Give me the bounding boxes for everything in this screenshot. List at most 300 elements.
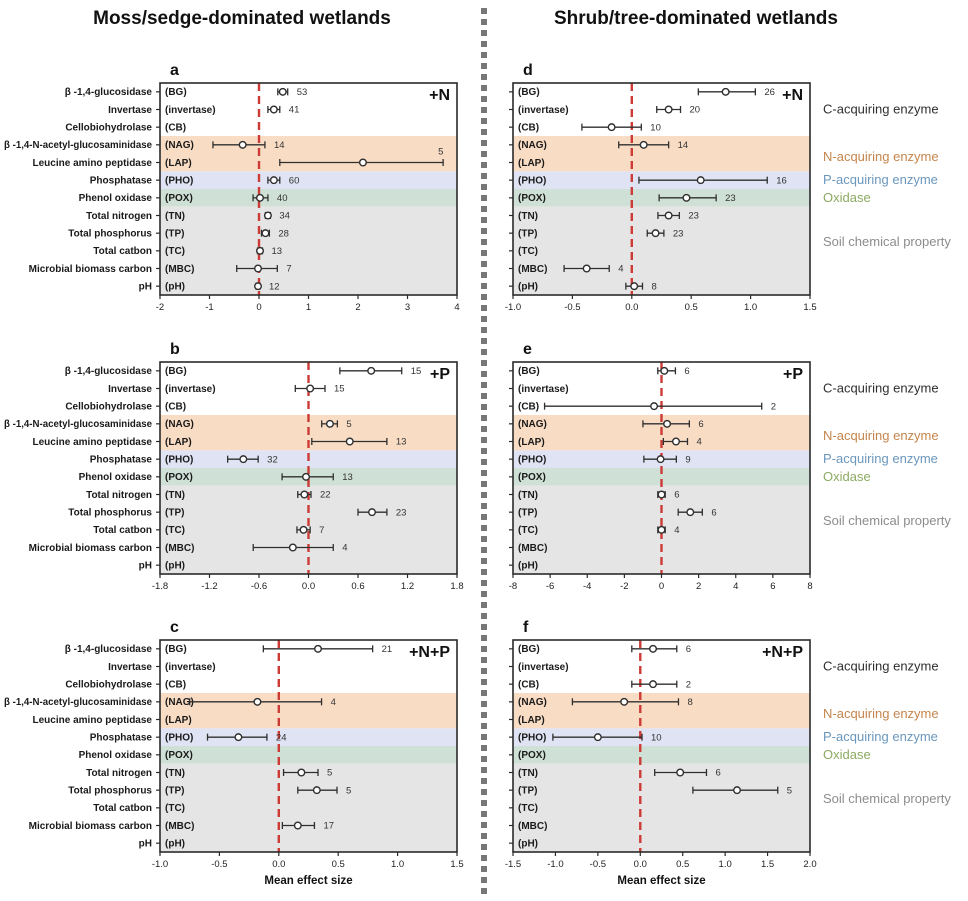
mean-marker <box>239 142 246 149</box>
right-column-title: Shrub/tree-dominated wetlands <box>554 8 838 29</box>
sample-size-label: 60 <box>288 175 300 187</box>
x-tick-label: -1 <box>205 302 214 313</box>
mean-marker <box>368 368 375 375</box>
abbr-label: (CB) <box>165 679 187 691</box>
abbr-label: (PHO) <box>165 175 194 187</box>
sample-size-label: 15 <box>334 383 345 395</box>
x-tick-label: 1.8 <box>450 581 464 592</box>
abbr-label: (NAG) <box>165 697 194 709</box>
sample-size-label: 4 <box>674 525 680 537</box>
x-tick-label: -8 <box>508 581 518 592</box>
panel-c <box>4 619 464 887</box>
x-tick-label: -6 <box>545 581 555 592</box>
category-label: C-acquiring enzyme <box>823 658 939 674</box>
abbr-label: (TC) <box>165 246 185 258</box>
row-label: Cellobiohydrolase <box>65 401 152 413</box>
treatment-label: +P <box>429 366 450 383</box>
x-tick-label: 1.5 <box>450 859 464 870</box>
panel-letter: d <box>523 62 533 79</box>
mean-marker <box>665 212 672 219</box>
abbr-label: (TN) <box>518 210 538 222</box>
treatment-label: +N <box>782 87 803 104</box>
category-label: P-acquiring enzyme <box>823 172 938 188</box>
sample-size-label: 23 <box>688 210 699 222</box>
mean-marker <box>583 265 590 272</box>
mean-marker <box>661 368 668 375</box>
treatment-label: +N+P <box>409 644 450 661</box>
abbr-label: (PHO) <box>165 732 194 744</box>
row-label: Total nitrogen <box>86 489 152 501</box>
sample-size-label: 8 <box>687 697 693 709</box>
abbr-label: (pH) <box>165 560 185 572</box>
row-band <box>160 728 457 746</box>
row-label: Total catbon <box>93 525 152 537</box>
abbr-label: (CB) <box>165 401 187 413</box>
treatment-label: +N+P <box>762 644 803 661</box>
sample-size-label: 53 <box>296 87 308 99</box>
mean-marker <box>595 734 602 741</box>
mean-marker <box>650 646 657 653</box>
x-tick-label: -1.0 <box>504 302 522 313</box>
mean-marker <box>307 385 314 392</box>
abbr-label: (NAG) <box>165 140 194 152</box>
abbr-label: (TP) <box>165 228 185 240</box>
abbr-label: (TN) <box>165 767 185 779</box>
row-band <box>160 189 457 207</box>
row-label: Total nitrogen <box>86 767 152 779</box>
abbr-label: (MBC) <box>165 263 195 275</box>
x-tick-label: -0.5 <box>589 859 607 870</box>
abbr-label: (TP) <box>165 785 185 797</box>
category-label: N-acquiring enzyme <box>823 149 939 165</box>
row-label: Phosphatase <box>89 454 152 466</box>
sample-size-label: 24 <box>275 732 287 744</box>
mean-marker <box>290 544 297 551</box>
row-label: Total phosphorus <box>68 785 152 797</box>
panel-b <box>4 341 464 592</box>
abbr-label: (MBC) <box>165 542 195 554</box>
abbr-label: (POX) <box>165 193 193 205</box>
abbr-label: (LAP) <box>165 714 192 726</box>
mean-marker <box>665 106 672 113</box>
mean-marker <box>608 124 615 131</box>
x-tick-label: 1.2 <box>400 581 415 592</box>
abbr-label: (NAG) <box>518 697 547 709</box>
abbr-label: (MBC) <box>165 820 195 832</box>
category-label: Soil chemical property <box>823 513 951 528</box>
mean-marker <box>346 438 353 445</box>
sample-size-label: 6 <box>698 419 704 431</box>
x-tick-label: -0.6 <box>250 581 268 592</box>
sample-size-label: 23 <box>725 193 736 205</box>
category-label: P-acquiring enzyme <box>823 451 938 467</box>
abbr-label: (CB) <box>165 122 187 134</box>
row-label: Phosphatase <box>89 175 152 187</box>
mean-marker <box>677 769 684 776</box>
abbr-label: (POX) <box>518 193 546 205</box>
abbr-label: (BG) <box>165 644 187 656</box>
mean-marker <box>262 230 269 237</box>
x-tick-label: 0.0 <box>301 581 316 592</box>
category-label: C-acquiring enzyme <box>823 101 939 117</box>
row-label: Leucine amino peptidase <box>32 157 152 169</box>
abbr-label: (invertase) <box>518 104 569 116</box>
abbr-label: (TC) <box>518 246 538 258</box>
x-tick-label: 0.5 <box>331 859 345 870</box>
abbr-label: (pH) <box>165 838 185 850</box>
mean-marker <box>651 403 658 410</box>
row-band <box>160 171 457 189</box>
sample-size-label: 23 <box>395 507 407 519</box>
row-band <box>513 136 810 171</box>
sample-size-label: 6 <box>684 366 690 378</box>
x-tick-label: -1.0 <box>547 859 564 870</box>
mean-marker <box>271 177 278 184</box>
row-label: β -1,4-N-acetyl-glucosaminidase <box>4 697 153 709</box>
abbr-label: (TC) <box>518 803 538 815</box>
mean-marker <box>658 491 665 498</box>
mean-marker <box>657 456 664 463</box>
abbr-label: (TN) <box>165 210 185 222</box>
panel-a <box>4 62 460 313</box>
x-tick-label: -2 <box>155 302 165 313</box>
x-tick-label: -1.2 <box>201 581 218 592</box>
category-label: P-acquiring enzyme <box>823 729 938 745</box>
mean-marker <box>279 89 286 96</box>
sample-size-label: 22 <box>319 489 331 501</box>
abbr-label: (TP) <box>165 507 185 519</box>
x-tick-label: 1.0 <box>718 859 732 870</box>
x-tick-label: 1.0 <box>390 859 405 870</box>
row-label: Total nitrogen <box>86 210 152 222</box>
abbr-label: (PHO) <box>518 732 547 744</box>
x-tick-label: 0 <box>658 581 665 592</box>
x-tick-label: 1.0 <box>743 302 758 313</box>
sample-size-label: 6 <box>685 644 692 656</box>
abbr-label: (LAP) <box>518 714 545 726</box>
row-label: β -1,4-N-acetyl-glucosaminidase <box>4 419 153 431</box>
x-tick-label: 1.5 <box>803 302 817 313</box>
abbr-label: (TN) <box>518 767 538 779</box>
sample-size-label: 4 <box>696 436 702 448</box>
row-label: β -1,4-N-acetyl-glucosaminidase <box>4 140 153 152</box>
sample-size-label: 32 <box>267 454 278 466</box>
category-label: N-acquiring enzyme <box>823 706 939 722</box>
sample-size-label: 9 <box>685 454 691 466</box>
category-label: Soil chemical property <box>823 791 951 806</box>
abbr-label: (MBC) <box>518 263 548 275</box>
x-tick-label: -4 <box>583 581 592 592</box>
row-label: Phenol oxidase <box>78 750 152 762</box>
sample-size-label: 16 <box>776 175 787 187</box>
row-band <box>513 764 810 852</box>
row-label: Microbial biomass carbon <box>28 542 152 554</box>
row-label: Phenol oxidase <box>78 193 152 205</box>
x-tick-label: 2.0 <box>803 859 817 870</box>
sample-size-label: 41 <box>288 104 300 116</box>
mean-marker <box>327 421 334 428</box>
sample-size-label: 6 <box>711 507 717 519</box>
mean-marker <box>673 438 680 445</box>
x-tick-label: -1.0 <box>151 859 169 870</box>
panel-letter: c <box>170 619 179 636</box>
panel-letter: e <box>523 341 532 358</box>
mean-marker <box>295 822 302 829</box>
abbr-label: (CB) <box>518 122 540 134</box>
x-tick-label: 0.0 <box>272 859 286 870</box>
sample-size-label: 13 <box>271 246 283 258</box>
sample-size-label: 34 <box>279 210 290 222</box>
sample-size-label: 5 <box>346 785 352 797</box>
abbr-label: (invertase) <box>518 383 569 395</box>
abbr-label: (CB) <box>518 401 540 413</box>
abbr-label: (pH) <box>518 560 538 572</box>
sample-size-label: 10 <box>650 732 662 744</box>
mean-marker <box>240 456 247 463</box>
mean-marker <box>303 474 310 481</box>
abbr-label: (invertase) <box>165 104 216 116</box>
abbr-label: (POX) <box>165 472 193 484</box>
row-label: β -1,4-glucosidase <box>64 644 152 656</box>
abbr-label: (MBC) <box>518 820 548 832</box>
mean-marker <box>257 248 264 255</box>
row-label: pH <box>138 560 152 572</box>
sample-size-label: 23 <box>672 228 684 240</box>
category-label: C-acquiring enzyme <box>823 380 939 396</box>
abbr-label: (invertase) <box>518 661 569 673</box>
row-band <box>160 207 457 295</box>
row-band <box>160 136 457 171</box>
mean-marker <box>301 491 308 498</box>
abbr-label: (BG) <box>518 87 540 99</box>
panel-letter: a <box>170 62 179 79</box>
sample-size-label: 5 <box>327 767 333 779</box>
sample-size-label: 10 <box>650 122 661 134</box>
panel-letter: f <box>523 619 529 636</box>
x-axis-label: Mean effect size <box>617 875 706 887</box>
panel-d <box>505 62 952 313</box>
sample-size-label: 7 <box>319 525 325 537</box>
sample-size-label: 15 <box>410 366 422 378</box>
x-tick-label: 1 <box>305 302 312 313</box>
sample-size-label: 4 <box>618 263 624 275</box>
row-label: Invertase <box>108 383 152 395</box>
abbr-label: (invertase) <box>165 661 216 673</box>
row-label: Total catbon <box>93 803 152 815</box>
mean-marker <box>315 646 322 653</box>
mean-marker <box>369 509 376 516</box>
mean-marker <box>255 265 262 272</box>
panel-letter: b <box>170 341 180 358</box>
mean-marker <box>298 769 305 776</box>
mean-marker <box>687 509 694 516</box>
abbr-label: (TC) <box>518 525 538 537</box>
abbr-label: (BG) <box>518 366 540 378</box>
sample-size-label: 5 <box>346 419 352 431</box>
mean-marker <box>265 212 272 219</box>
abbr-label: (NAG) <box>518 419 547 431</box>
row-label: Microbial biomass carbon <box>28 263 152 275</box>
x-tick-label: -2 <box>620 581 629 592</box>
sample-size-label: 40 <box>276 193 288 205</box>
row-band <box>160 764 457 852</box>
abbr-label: (TP) <box>518 507 538 519</box>
row-band <box>160 746 457 764</box>
abbr-label: (POX) <box>518 472 546 484</box>
mean-marker <box>722 89 729 96</box>
mean-marker <box>235 734 242 741</box>
category-label: N-acquiring enzyme <box>823 428 939 444</box>
x-tick-label: -0.5 <box>211 859 228 870</box>
sample-size-label: 17 <box>323 820 335 832</box>
x-tick-label: 1.5 <box>760 859 775 870</box>
x-tick-label: 6 <box>770 581 776 592</box>
abbr-label: (PHO) <box>165 454 194 466</box>
row-label: Phenol oxidase <box>78 472 152 484</box>
abbr-label: (LAP) <box>518 436 545 448</box>
category-label: Oxidase <box>823 189 871 205</box>
abbr-label: (BG) <box>165 87 187 99</box>
abbr-label: (POX) <box>165 750 193 762</box>
sample-size-label: 13 <box>342 472 353 484</box>
row-label: Leucine amino peptidase <box>32 436 152 448</box>
x-tick-label: 8 <box>807 581 813 592</box>
sample-size-label: 4 <box>342 542 348 554</box>
x-axis-label: Mean effect size <box>264 875 353 887</box>
abbr-label: (PHO) <box>518 175 547 187</box>
abbr-label: (LAP) <box>165 436 192 448</box>
sample-size-label: 14 <box>677 140 689 152</box>
x-tick-label: 0.0 <box>633 859 647 870</box>
mean-marker <box>650 681 657 688</box>
abbr-label: (TN) <box>518 489 538 501</box>
x-tick-label: 0.0 <box>625 302 639 313</box>
sample-size-label: 2 <box>770 401 777 413</box>
row-band <box>513 693 810 728</box>
sample-size-label: 7 <box>286 263 292 275</box>
sample-size-label: 21 <box>381 644 393 656</box>
abbr-label: (CB) <box>518 679 540 691</box>
x-tick-label: 2 <box>695 581 702 592</box>
panel-e <box>509 341 952 592</box>
mean-marker <box>683 195 690 202</box>
abbr-label: (LAP) <box>165 157 192 169</box>
abbr-label: (pH) <box>165 281 185 293</box>
abbr-label: (TC) <box>165 525 185 537</box>
mean-marker <box>652 230 659 237</box>
sample-size-label: 26 <box>764 87 775 99</box>
sample-size-label: 5 <box>786 785 793 797</box>
row-label: β -1,4-glucosidase <box>64 87 152 99</box>
abbr-label: (BG) <box>165 366 187 378</box>
x-tick-label: 4 <box>454 302 460 313</box>
row-label: Cellobiohydrolase <box>65 122 152 134</box>
mean-marker <box>254 699 261 706</box>
x-tick-label: 0.6 <box>351 581 365 592</box>
x-tick-label: -1.8 <box>151 581 169 592</box>
mean-marker <box>257 195 264 202</box>
row-label: Total phosphorus <box>68 507 152 519</box>
sample-size-label: 6 <box>674 489 680 501</box>
sample-size-label: 6 <box>715 767 721 779</box>
mean-marker <box>697 177 704 184</box>
mean-marker <box>658 527 665 534</box>
mean-marker <box>631 283 638 290</box>
row-label: Microbial biomass carbon <box>28 820 152 832</box>
row-label: Invertase <box>108 661 152 673</box>
abbr-label: (TN) <box>165 489 185 501</box>
mean-marker <box>360 159 367 166</box>
mean-marker <box>664 421 671 428</box>
x-tick-label: 0.5 <box>676 859 690 870</box>
mean-marker <box>255 283 262 290</box>
treatment-label: +N <box>429 87 450 104</box>
mean-marker <box>621 699 628 706</box>
x-tick-label: 0 <box>256 302 262 313</box>
x-tick-label: 0.5 <box>684 302 698 313</box>
abbr-label: (TC) <box>165 803 185 815</box>
abbr-label: (TP) <box>518 785 538 797</box>
x-tick-label: -1.5 <box>504 859 522 870</box>
row-label: Phosphatase <box>89 732 152 744</box>
treatment-label: +P <box>782 366 803 383</box>
x-tick-label: 4 <box>733 581 739 592</box>
row-label: β -1,4-glucosidase <box>64 366 152 378</box>
row-label: pH <box>138 838 152 850</box>
abbr-label: (LAP) <box>518 157 545 169</box>
mean-marker <box>314 787 321 794</box>
category-label: Oxidase <box>823 468 871 484</box>
row-label: Total phosphorus <box>68 228 152 240</box>
mean-marker <box>300 527 307 534</box>
abbr-label: (MBC) <box>518 542 548 554</box>
mean-marker <box>271 106 278 113</box>
abbr-label: (BG) <box>518 644 540 656</box>
sample-size-label: 12 <box>268 281 280 293</box>
sample-size-label: 28 <box>278 228 289 240</box>
row-label: Cellobiohydrolase <box>65 679 152 691</box>
category-label: Soil chemical property <box>823 234 951 249</box>
row-band <box>160 693 457 728</box>
x-tick-label: 3 <box>404 302 411 313</box>
abbr-label: (TP) <box>518 228 538 240</box>
abbr-label: (pH) <box>518 838 538 850</box>
abbr-label: (pH) <box>518 281 538 293</box>
column-separator <box>481 8 487 894</box>
sample-size-label: 5 <box>438 146 444 158</box>
panel-f <box>505 619 952 887</box>
category-label: Oxidase <box>823 746 871 762</box>
sample-size-label: 4 <box>330 697 336 709</box>
abbr-label: (NAG) <box>518 140 547 152</box>
row-band <box>513 207 810 295</box>
mean-marker <box>640 142 647 149</box>
abbr-label: (PHO) <box>518 454 547 466</box>
abbr-label: (NAG) <box>165 419 194 431</box>
row-label: Total catbon <box>93 246 152 258</box>
abbr-label: (POX) <box>518 750 546 762</box>
left-column-title: Moss/sedge-dominated wetlands <box>93 8 391 29</box>
row-band <box>513 746 810 764</box>
x-tick-label: 2 <box>355 302 361 313</box>
row-label: pH <box>138 281 152 293</box>
x-tick-label: -0.5 <box>564 302 581 313</box>
abbr-label: (invertase) <box>165 383 216 395</box>
sample-size-label: 14 <box>273 140 285 152</box>
row-label: Invertase <box>108 104 152 116</box>
sample-size-label: 8 <box>651 281 657 293</box>
mean-marker <box>734 787 741 794</box>
